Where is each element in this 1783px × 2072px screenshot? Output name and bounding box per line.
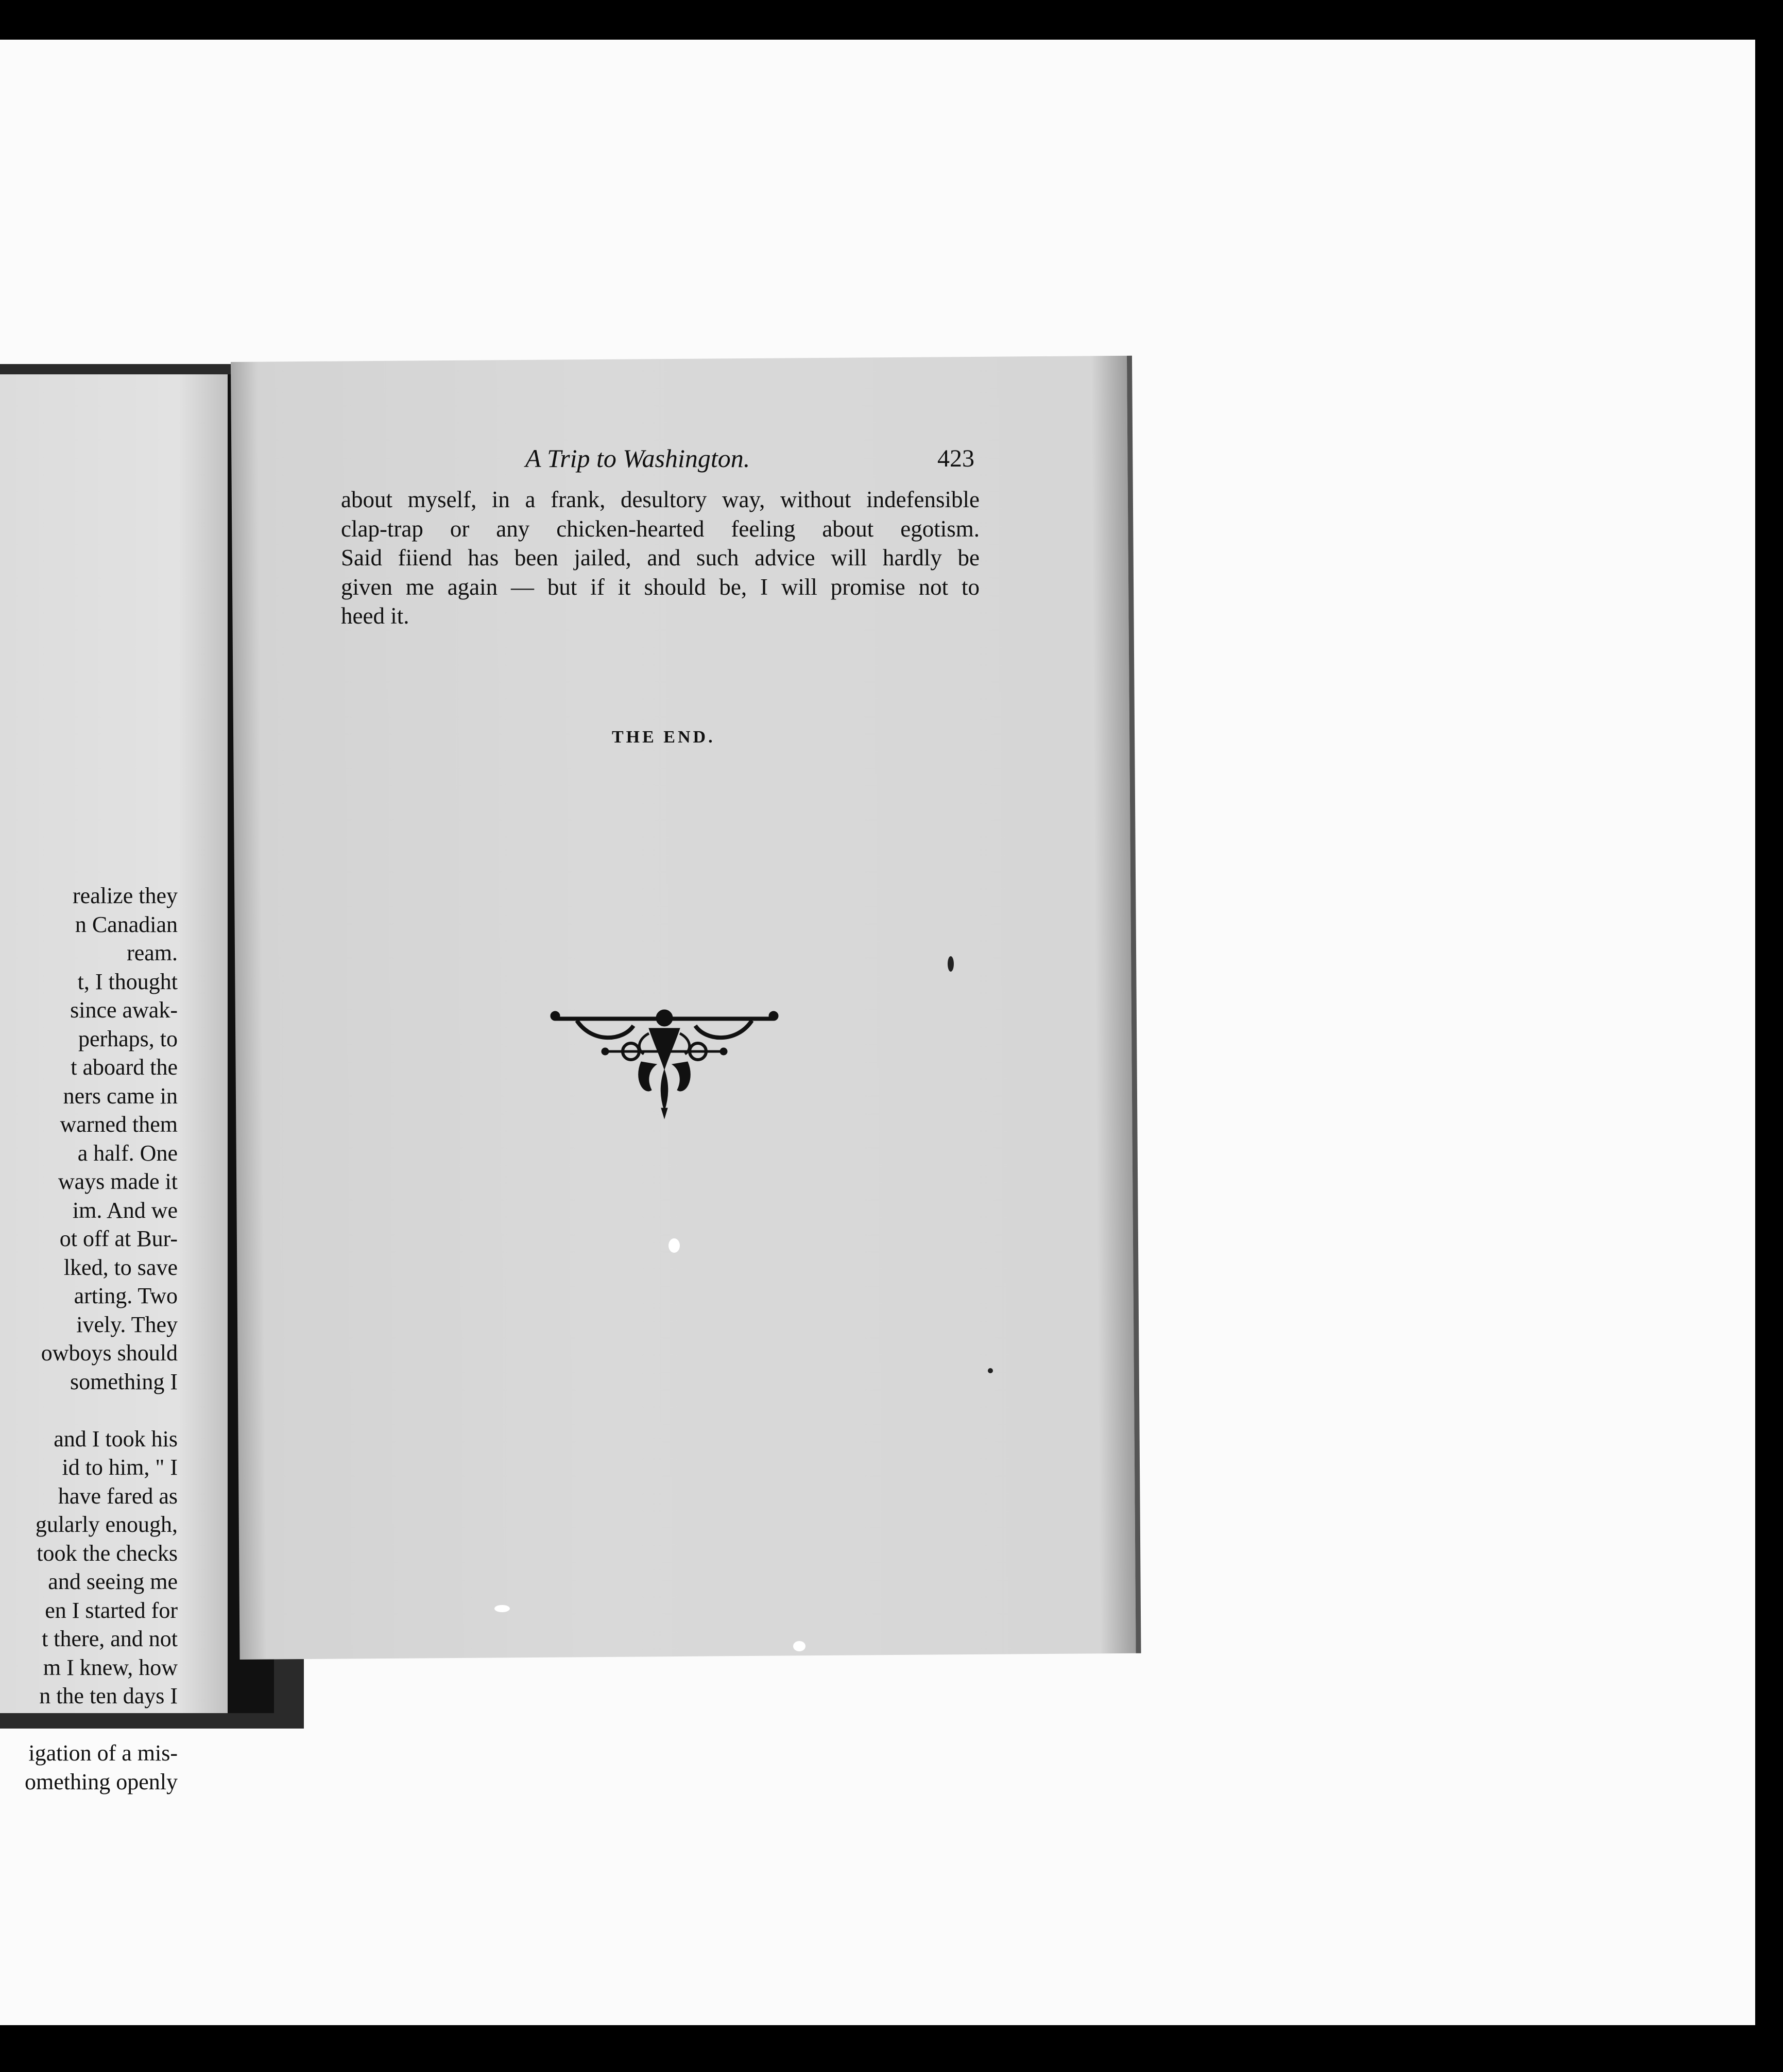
left-page-line: took the checks [37, 1540, 178, 1566]
left-page-line: omething openly [25, 1769, 178, 1794]
left-page-line: t there, and not [42, 1626, 178, 1651]
body-line: about myself, in a frank, desultory way, without indefensible [341, 487, 980, 512]
left-page-line: n the ten days I [39, 1683, 178, 1708]
left-page-line: n Canadian [75, 911, 178, 937]
body-line: given me again — but if it should be, I will promise not to [341, 574, 980, 600]
left-page-line: ners came in [63, 1083, 178, 1109]
left-page-line: ways made it [58, 1169, 178, 1194]
left-page [0, 374, 255, 1794]
body-text [341, 485, 980, 631]
scan-speck [793, 1641, 805, 1651]
left-page-line: ively. They [76, 1311, 178, 1337]
scan-speck [668, 1238, 680, 1253]
left-page-line: something I [70, 1369, 178, 1394]
left-page-line: and seeing me [48, 1569, 178, 1594]
left-page-line: ream. [127, 940, 178, 965]
page-number: 423 [937, 445, 974, 472]
left-page-line: warned them [60, 1112, 178, 1137]
scan-speck [948, 956, 954, 972]
left-page-line: ot off at Bur- [59, 1226, 178, 1251]
left-page-line: have fared as [58, 1483, 178, 1509]
body-line: Said fiiend has been jailed, and such advice will hardly be [341, 545, 980, 571]
body-line: clap-trap or any chicken-hearted feeling about egotism. [341, 515, 980, 542]
left-page-text [0, 882, 178, 1796]
left-page-line [0, 1711, 178, 1739]
left-page-line: owboys should [41, 1340, 178, 1366]
left-page-line: lked, to save [63, 1254, 178, 1280]
scan-speck [988, 1368, 993, 1373]
left-page-line: t aboard the [71, 1055, 178, 1080]
running-head: A Trip to Washington. [525, 444, 750, 473]
left-page-line: t, I thought [77, 969, 178, 994]
left-page-line: a half. One [77, 1140, 178, 1166]
left-page-line: en I started for [45, 1597, 178, 1623]
left-page-line: since awak- [70, 997, 178, 1023]
left-page-line: realize they [73, 883, 178, 908]
scan-speck [494, 1605, 510, 1612]
tailpiece-ornament-icon [546, 1013, 783, 1167]
left-page-line: m I knew, how [43, 1654, 178, 1680]
the-end-heading: THE END. [612, 728, 715, 747]
left-page-line: id to him, " I [62, 1455, 178, 1480]
scanned-sheet [0, 40, 1755, 2025]
left-page-line: im. And we [72, 1197, 178, 1223]
left-page-line: igation of a mis- [28, 1740, 178, 1766]
left-page-line: arting. Two [74, 1283, 178, 1308]
left-page-line: and I took his [54, 1426, 178, 1452]
left-page-line [0, 1396, 178, 1425]
left-page-line: gularly enough, [35, 1512, 178, 1537]
body-line: heed it. [341, 603, 409, 629]
left-page-line: perhaps, to [78, 1026, 178, 1051]
